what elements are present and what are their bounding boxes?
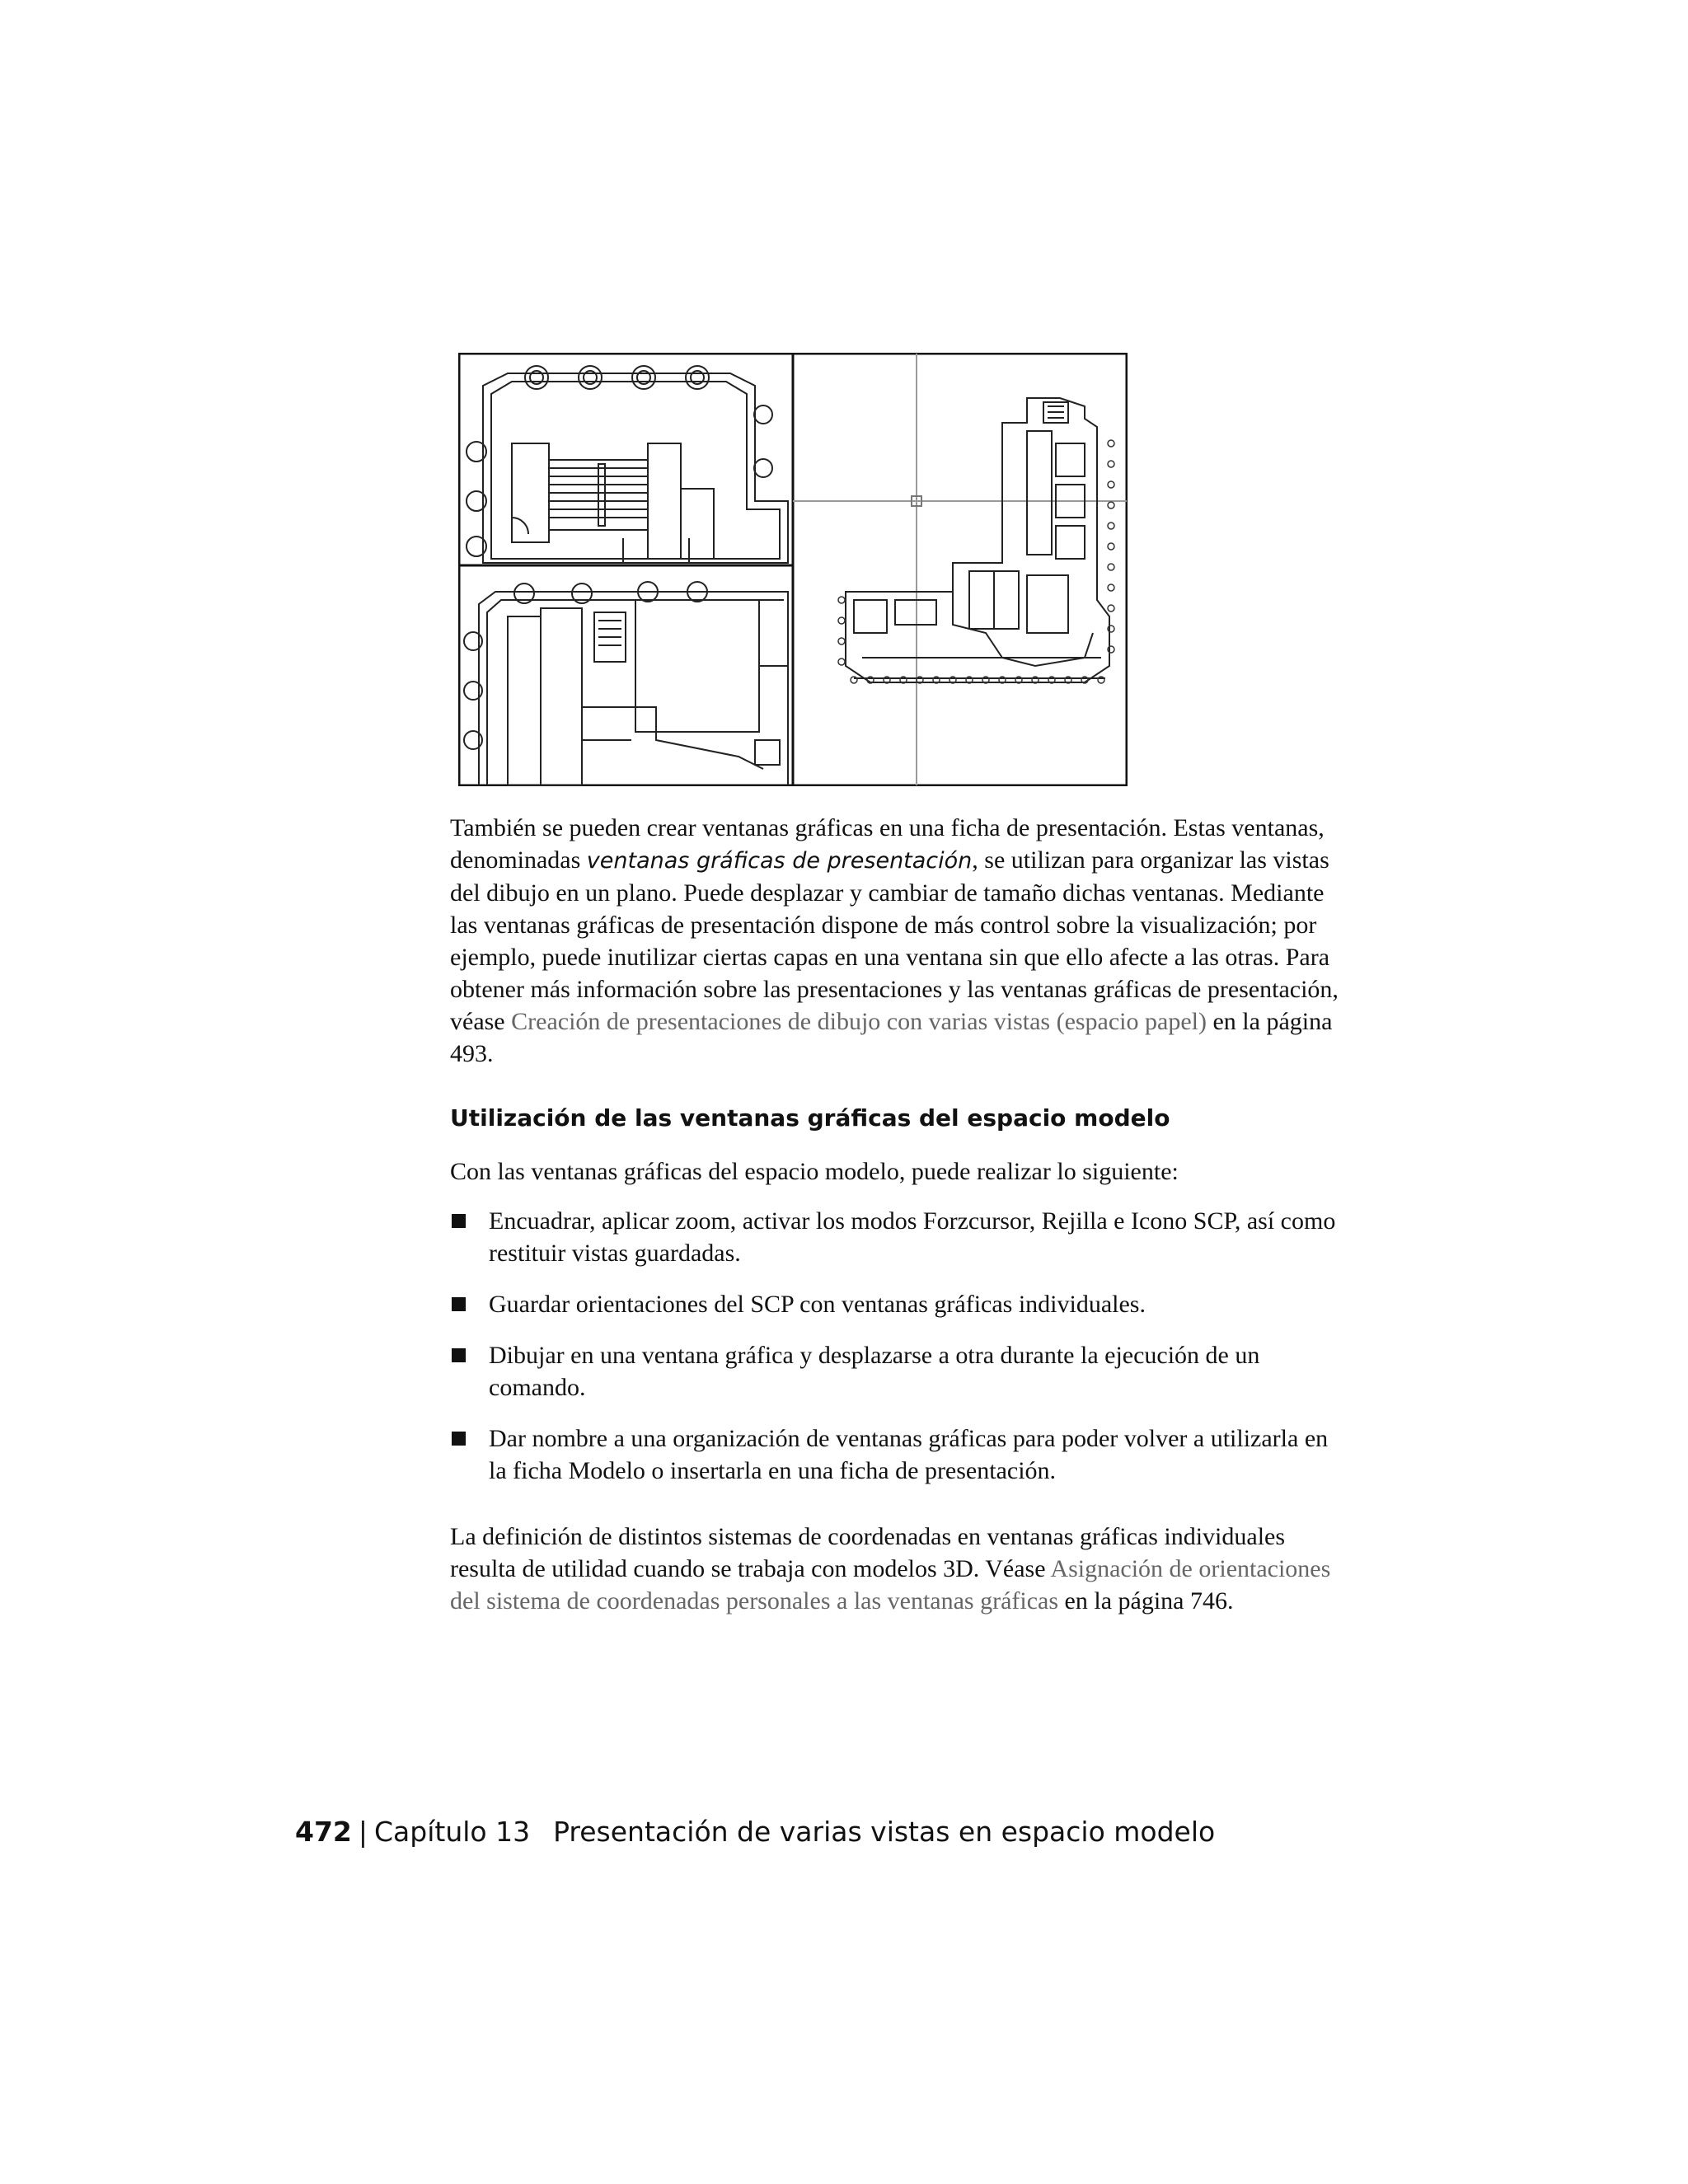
closing-paragraph: [450, 1521, 1340, 1617]
floor-plan-viewports-figure: [458, 353, 1128, 786]
body-content: [450, 812, 1340, 1617]
floor-plan-viewports-illustration: [458, 353, 1128, 786]
page-number: 472: [295, 1816, 352, 1848]
square-bullet-icon: [452, 1297, 466, 1311]
square-bullet-icon: [452, 1348, 466, 1362]
square-bullet-icon: [452, 1214, 466, 1228]
paragraph-text: También se pueden crear ventanas gráficas en una ficha de presentación. Estas ventanas, denominadas: [450, 814, 1325, 874]
list-item: [450, 1288, 1340, 1320]
intro-paragraph: [450, 812, 1340, 1070]
footer-separator: |: [358, 1816, 368, 1848]
list-item: [450, 1205, 1340, 1269]
paragraph-text: en la página 493.: [450, 1008, 1333, 1067]
list-item-text: Guardar orientaciones del SCP con ventanas gráficas individuales.: [489, 1291, 1146, 1318]
list-item: [450, 1422, 1340, 1487]
paragraph-text: , se utilizan para organizar las vistas del dibujo en un plano. Puede desplazar y cambiar de tamaño dichas ventanas. Mediante las ventanas gráficas de presentación dispone de más control sobre la visualización; por ejemplo, puede inutilizar ciertas capas en una ventana sin que ello afecte a las otras. Para obtener más información sobre las presentaciones y las ventanas gráficas de presentación, véase: [450, 846, 1339, 1035]
square-bullet-icon: [452, 1432, 466, 1446]
chapter-title: Presentación de varias vistas en espacio modelo: [553, 1816, 1216, 1848]
paragraph-text: en la página 746.: [1058, 1587, 1234, 1615]
page-footer: [295, 1816, 1215, 1848]
paragraph-text: La definición de distintos sistemas de coordenadas en ventanas gráficas individuales resulta de utilidad cuando se trabaja con modelos 3D. Véase: [450, 1523, 1286, 1582]
cross-reference-link[interactable]: Creación de presentaciones de dibujo con varias vistas (espacio papel): [511, 1008, 1207, 1035]
feature-list: [450, 1205, 1340, 1487]
list-item-text: Dar nombre a una organización de ventanas gráficas para poder volver a utilizarla en la ficha Modelo o insertarla en una ficha de presentación.: [489, 1425, 1329, 1484]
list-item-text: Encuadrar, aplicar zoom, activar los modos Forzcursor, Rejilla e Icono SCP, así como restituir vistas guardadas.: [489, 1207, 1336, 1267]
chapter-label: Capítulo 13: [374, 1816, 531, 1848]
list-intro: Con las ventanas gráficas del espacio modelo, puede realizar lo siguiente:: [450, 1158, 1179, 1185]
cross-reference-link[interactable]: Asignación de orientaciones del sistema de coordenadas personales a las ventanas gráficas: [450, 1555, 1331, 1615]
section-heading: Utilización de las ventanas gráficas del espacio modelo: [450, 1104, 1170, 1132]
list-item: [450, 1339, 1340, 1404]
emphasis-term: ventanas gráficas de presentación: [586, 848, 973, 874]
list-item-text: Dibujar en una ventana gráfica y desplazarse a otra durante la ejecución de un comando.: [489, 1342, 1260, 1401]
